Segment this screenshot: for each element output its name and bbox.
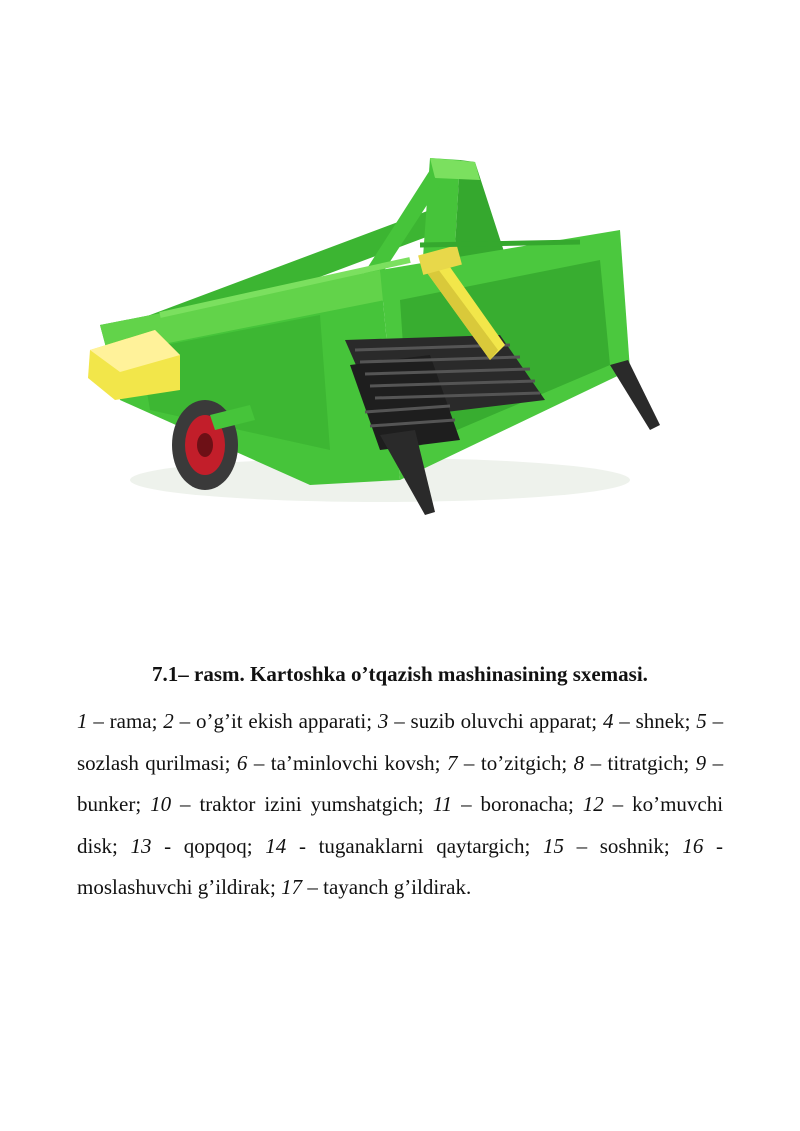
legend-item-text: rama; xyxy=(109,709,158,733)
legend-item xyxy=(77,709,157,733)
legend-item-text: traktor izini yumshatgich; xyxy=(199,792,424,816)
legend-item-text: boronacha; xyxy=(480,792,574,816)
legend-item-text: tayanch g’ildirak. xyxy=(323,875,472,899)
legend-item xyxy=(378,709,597,733)
legend-item-number: 1 xyxy=(77,709,88,733)
legend-item-separator: – xyxy=(173,709,196,733)
legend-item-separator: – xyxy=(87,709,110,733)
figure-caption: 7.1– rasm. Kartoshka o’tqazish mashinasining sxemasi. xyxy=(152,662,648,686)
potato-planting-machine-photo xyxy=(80,150,680,530)
legend-item-number: 5 xyxy=(696,709,707,733)
legend-item-number: 12 xyxy=(582,792,604,816)
legend-item-number: 14 xyxy=(265,833,287,858)
legend-item-text: o’g’it ekish apparati; xyxy=(195,709,373,733)
legend-item-separator: – xyxy=(302,875,324,899)
legend-item-separator: – xyxy=(388,709,411,733)
legend-item-number: 8 xyxy=(573,750,585,775)
legend-item-text: shnek; xyxy=(635,709,691,733)
legend-item-separator: - xyxy=(151,833,184,858)
legend-item-separator: – xyxy=(603,792,633,816)
legend-item xyxy=(131,834,253,858)
legend-item-separator: – xyxy=(613,709,636,733)
legend-item-number: 7 xyxy=(446,750,458,775)
legend-item-text: moslashuvchi g’ildirak; xyxy=(77,875,276,899)
legend-item xyxy=(574,751,690,775)
legend-item-separator: – xyxy=(584,750,608,775)
legend-item-text: bunker; xyxy=(77,792,142,816)
legend-item-number: 10 xyxy=(150,792,172,816)
figure-legend xyxy=(77,701,723,909)
legend-item xyxy=(163,709,372,733)
legend-item-text: ta’minlovchi kovsh; xyxy=(270,750,441,775)
legend-item-number: 6 xyxy=(236,750,248,775)
legend-item-text: titratgich; xyxy=(607,750,690,775)
legend-item-text: to’zitgich; xyxy=(480,750,568,775)
legend-item-separator: – xyxy=(457,750,481,775)
legend-item-number: 9 xyxy=(695,750,707,775)
legend-item xyxy=(543,834,670,858)
upper-rail xyxy=(420,242,580,245)
legend-item-text: ko’muvchi disk; xyxy=(77,792,724,858)
figure xyxy=(80,150,680,530)
legend-item-number: 17 xyxy=(281,875,303,899)
legend-item-separator: - xyxy=(286,833,319,858)
legend-item xyxy=(265,834,530,858)
legend-item xyxy=(603,709,690,733)
legend-item-number: 2 xyxy=(163,709,174,733)
legend-item-text: sozlash qurilmasi; xyxy=(77,750,231,775)
legend-item xyxy=(237,751,441,775)
legend-item-number: 13 xyxy=(130,833,152,858)
legend-item xyxy=(447,751,567,775)
legend-item-text: suzib oluvchi apparat; xyxy=(410,709,598,733)
legend-item xyxy=(281,875,471,899)
legend-item-text: soshnik; xyxy=(599,833,670,858)
legend-item-separator: – xyxy=(706,709,724,733)
legend-item-number: 16 xyxy=(682,833,704,858)
legend-item xyxy=(150,792,424,816)
legend-item-text: qopqoq; xyxy=(183,833,253,858)
legend-item-number: 4 xyxy=(602,709,614,733)
a-frame-top xyxy=(430,158,480,180)
legend-item-text: tuganaklarni qaytargich; xyxy=(318,833,531,858)
legend-item xyxy=(433,792,574,816)
legend-item-number: 3 xyxy=(377,709,389,733)
legend-item-separator: – xyxy=(706,750,724,775)
legend-item-separator: – xyxy=(452,792,481,816)
legend-item-number: 15 xyxy=(542,833,564,858)
legend-item-separator: – xyxy=(563,833,600,858)
legend-item-separator: – xyxy=(171,792,200,816)
legend-item-separator: - xyxy=(703,833,724,858)
legend-item-separator: – xyxy=(247,750,271,775)
legend-item-number: 11 xyxy=(432,792,453,816)
